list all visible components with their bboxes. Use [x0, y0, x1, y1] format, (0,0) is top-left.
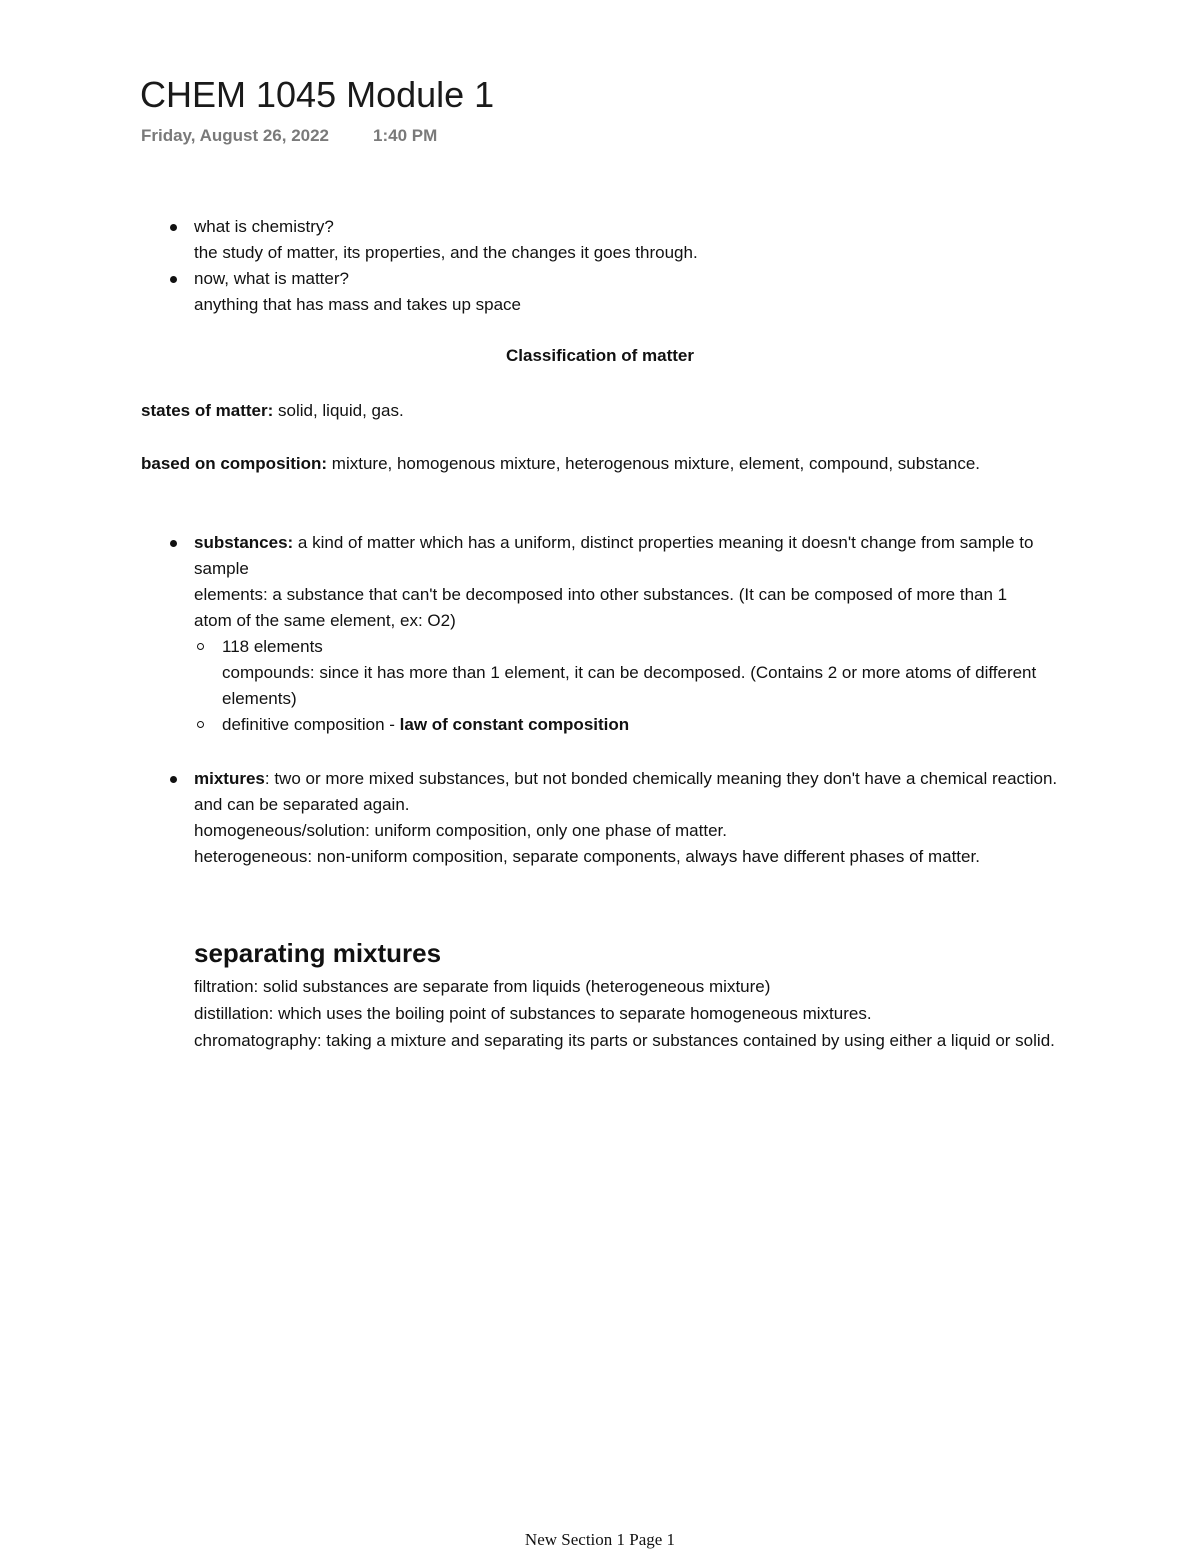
intro-question: what is chemistry? [194, 217, 334, 236]
mixtures-definition [194, 766, 1066, 818]
compounds-definition: compounds: since it has more than 1 element, it can be decomposed. (Contains 2 or more atoms of different elements) [222, 663, 1037, 708]
heterogeneous-definition: heterogeneous: non-uniform composition, separate components, always have different phases of matter. [194, 847, 980, 866]
substances-sublist [194, 634, 1046, 738]
states-text: solid, liquid, gas. [273, 401, 404, 420]
bullet-icon [170, 224, 177, 231]
list-item [166, 266, 1066, 318]
mixtures-text: : two or more mixed substances, but not bonded chemically meaning they don't have a chemical reaction. and can be separated again. [194, 769, 1058, 814]
composition-label: based on composition: [141, 454, 328, 473]
substances-label: substances: [194, 533, 294, 552]
elements-definition: elements: a substance that can't be decomposed into other substances. (It can be composed of more than 1 atom of the same element, ex: O2) [194, 585, 1008, 630]
list-item [194, 634, 1046, 712]
page-title: CHEM 1045 Module 1 [140, 74, 495, 115]
list-item [166, 766, 1066, 870]
bullet-icon [170, 276, 177, 283]
sub-item-line [222, 712, 1046, 738]
substances-definition [194, 530, 1046, 582]
distillation-line: distillation: which uses the boiling point of substances to separate homogeneous mixtures. [194, 1004, 872, 1023]
list-item [166, 214, 1066, 266]
intro-answer: anything that has mass and takes up space [194, 295, 521, 314]
page-footer: New Section 1 Page 1 [524, 1530, 676, 1549]
list-item [166, 530, 1046, 738]
intro-list [166, 214, 1066, 318]
separating-heading: separating mixtures [194, 938, 442, 968]
substances-list [166, 530, 1046, 738]
separating-methods [194, 973, 1074, 1054]
definitive-composition-text: definitive composition - [222, 715, 400, 734]
states-paragraph [141, 398, 1061, 424]
page-meta [141, 126, 437, 146]
bullet-icon [170, 776, 177, 783]
homogeneous-definition: homogeneous/solution: uniform composition, only one phase of matter. [194, 821, 727, 840]
bullet-icon [170, 540, 177, 547]
filtration-line: filtration: solid substances are separate from liquids (heterogeneous mixture) [194, 977, 771, 996]
law-constant-composition: law of constant composition [399, 715, 630, 734]
sub-item-line: 118 elements [222, 637, 323, 656]
list-item [194, 712, 1046, 738]
chromatography-line: chromatography: taking a mixture and separating its parts or substances contained by using either a liquid or solid. [194, 1031, 1055, 1050]
page-date: Friday, August 26, 2022 [141, 126, 330, 145]
circle-bullet-icon [197, 643, 204, 650]
mixtures-list [166, 766, 1066, 870]
intro-answer: the study of matter, its properties, and the changes it goes through. [194, 243, 698, 262]
composition-text: mixture, homogenous mixture, heterogenous mixture, element, compound, substance. [327, 454, 981, 473]
mixtures-label: mixtures [194, 769, 265, 788]
substances-text: a kind of matter which has a uniform, distinct properties meaning it doesn't change from sample to sample [194, 533, 1034, 578]
composition-paragraph [141, 451, 1041, 477]
states-label: states of matter: [141, 401, 274, 420]
page-time: 1:40 PM [373, 126, 438, 145]
intro-question: now, what is matter? [194, 269, 349, 288]
classification-heading: Classification of matter [506, 346, 694, 365]
circle-bullet-icon [197, 721, 204, 728]
